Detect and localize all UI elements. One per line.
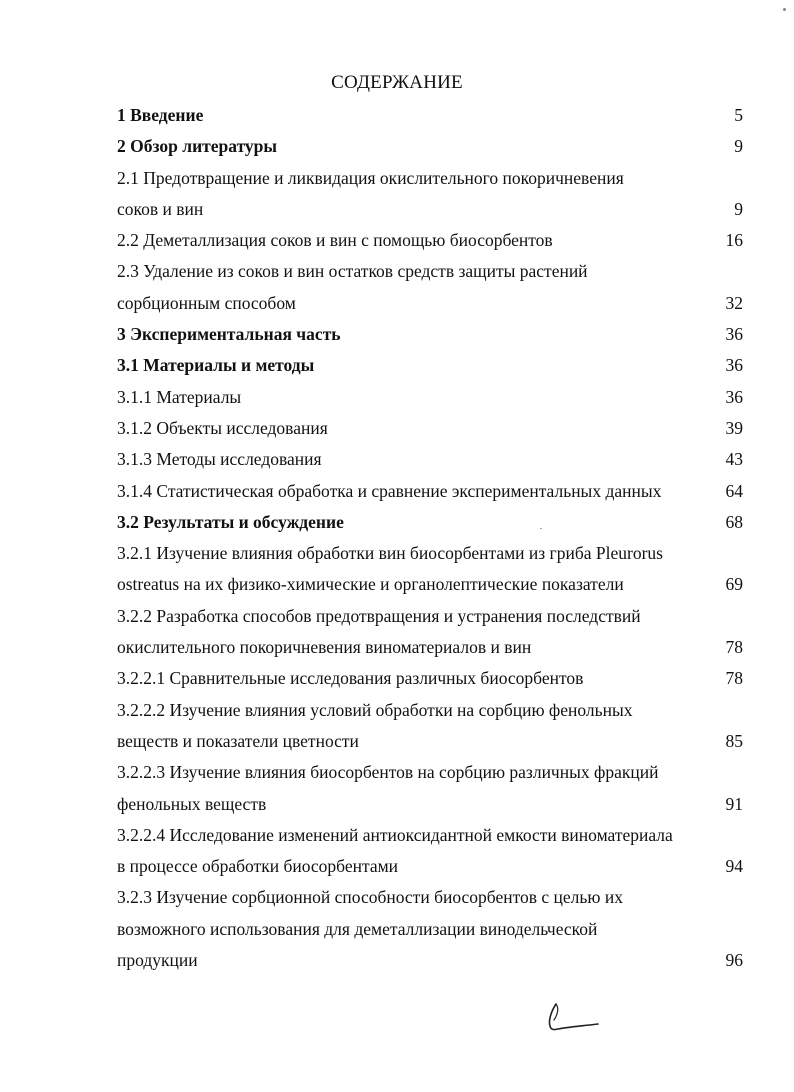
toc-entry (117, 256, 747, 319)
toc-entry-text: ostreatus на их физико-химические и органолептические показатели (117, 574, 624, 595)
toc-entry (117, 100, 747, 131)
toc-page-number: 94 (725, 856, 743, 877)
toc-entry (117, 350, 747, 381)
toc-entry-text: 3.2.3 Изучение сорбционной способности биосорбентов с целью их (117, 887, 623, 908)
toc-page-number: 64 (725, 480, 743, 501)
toc-entry-text: 2.3 Удаление из соков и вин остатков средств защиты растений (117, 261, 588, 282)
toc-entry (117, 382, 747, 413)
toc-entry (117, 663, 747, 694)
toc-entry (117, 601, 747, 664)
toc-entry (117, 225, 747, 256)
toc-page-number: 39 (725, 417, 743, 438)
toc-page-number: 43 (725, 449, 743, 470)
toc-entry-text: в процессе обработки биосорбентами (117, 856, 399, 877)
toc-entry-text: 3.2 Результаты и обсуждение (117, 511, 344, 532)
toc-entry-text: 3.2.2.2 Изучение влияния условий обработки на сорбцию фенольных (117, 699, 633, 720)
signature-mark (542, 1000, 602, 1034)
toc-entry (117, 319, 747, 350)
toc-page-number: 16 (725, 230, 743, 251)
toc-page-number: 96 (725, 950, 743, 971)
toc-entry-text: веществ и показатели цветности (117, 730, 359, 751)
toc-entry-text: 2.2 Деметаллизация соков и вин с помощью биосорбентов (117, 230, 553, 251)
toc-entry-text: сорбционным способом (117, 292, 296, 313)
toc-entry-text: 3.1.1 Материалы (117, 386, 242, 407)
toc-entry-text: окислительного покоричневения виноматериалов и вин (117, 637, 532, 658)
toc-entry-text: 3.2.2.1 Сравнительные исследования различных биосорбентов (117, 668, 584, 689)
corner-mark (783, 8, 786, 11)
toc-page-number: 36 (725, 386, 743, 407)
toc-page-number: 36 (725, 355, 743, 376)
scan-speck (540, 528, 542, 529)
toc-entry-text: 2.1 Предотвращение и ликвидация окислительного покоричневения (117, 167, 624, 188)
toc-entry-text: 3.1 Материалы и методы (117, 355, 315, 376)
toc-entry (117, 882, 747, 976)
toc-entry-text: 3.1.2 Объекты исследования (117, 417, 328, 438)
toc-entry-text: продукции (117, 950, 198, 971)
toc-entry-text: 3.2.1 Изучение влияния обработки вин биосорбентами из гриба Pleurorus (117, 543, 663, 564)
toc-page-number: 85 (725, 730, 743, 751)
toc-entry-text: 3.1.3 Методы исследования (117, 449, 322, 470)
toc-entry-text: 1 Введение (117, 105, 204, 125)
toc-page-number: 69 (725, 574, 743, 595)
toc-entry-text: 3.2.2.4 Исследование изменений антиоксидантной емкости виноматериала (117, 824, 673, 845)
toc-page-number: 68 (725, 511, 743, 532)
toc-entry (117, 413, 747, 444)
toc-page-number: 78 (725, 668, 743, 689)
toc-page-number: 9 (734, 136, 743, 157)
toc-page-number: 9 (734, 198, 743, 219)
toc-entry-text: фенольных веществ (117, 793, 267, 814)
toc-entry-text: 3.1.4 Статистическая обработка и сравнение экспериментальных данных (117, 480, 662, 501)
toc-entry-text: 3.2.2 Разработка способов предотвращения и устранения последствий (117, 605, 641, 626)
toc-entry-text: 2 Обзор литературы (117, 136, 278, 157)
toc-entry-text: 3.2.2.3 Изучение влияния биосорбентов на сорбцию различных фракций (117, 762, 659, 783)
toc-entry-text: 3 Экспериментальная часть (117, 324, 341, 345)
toc-page-number: 78 (725, 637, 743, 658)
toc-entry (117, 507, 747, 538)
page-title: СОДЕРЖАНИЕ (331, 72, 463, 93)
toc-entry (117, 163, 747, 226)
toc-entry (117, 538, 747, 601)
toc-page-number: 32 (725, 292, 743, 313)
table-of-contents (117, 100, 747, 976)
toc-entry (117, 820, 747, 883)
toc-page-number: 91 (725, 793, 743, 814)
toc-entry (117, 476, 747, 507)
toc-entry (117, 444, 747, 475)
toc-page-number: 5 (734, 105, 743, 125)
toc-entry (117, 131, 747, 162)
toc-entry-text: возможного использования для деметаллизации винодельческой (117, 918, 598, 939)
toc-entry (117, 757, 747, 820)
toc-entry-text: соков и вин (117, 198, 204, 219)
toc-page-number: 36 (725, 324, 743, 345)
toc-entry (117, 695, 747, 758)
